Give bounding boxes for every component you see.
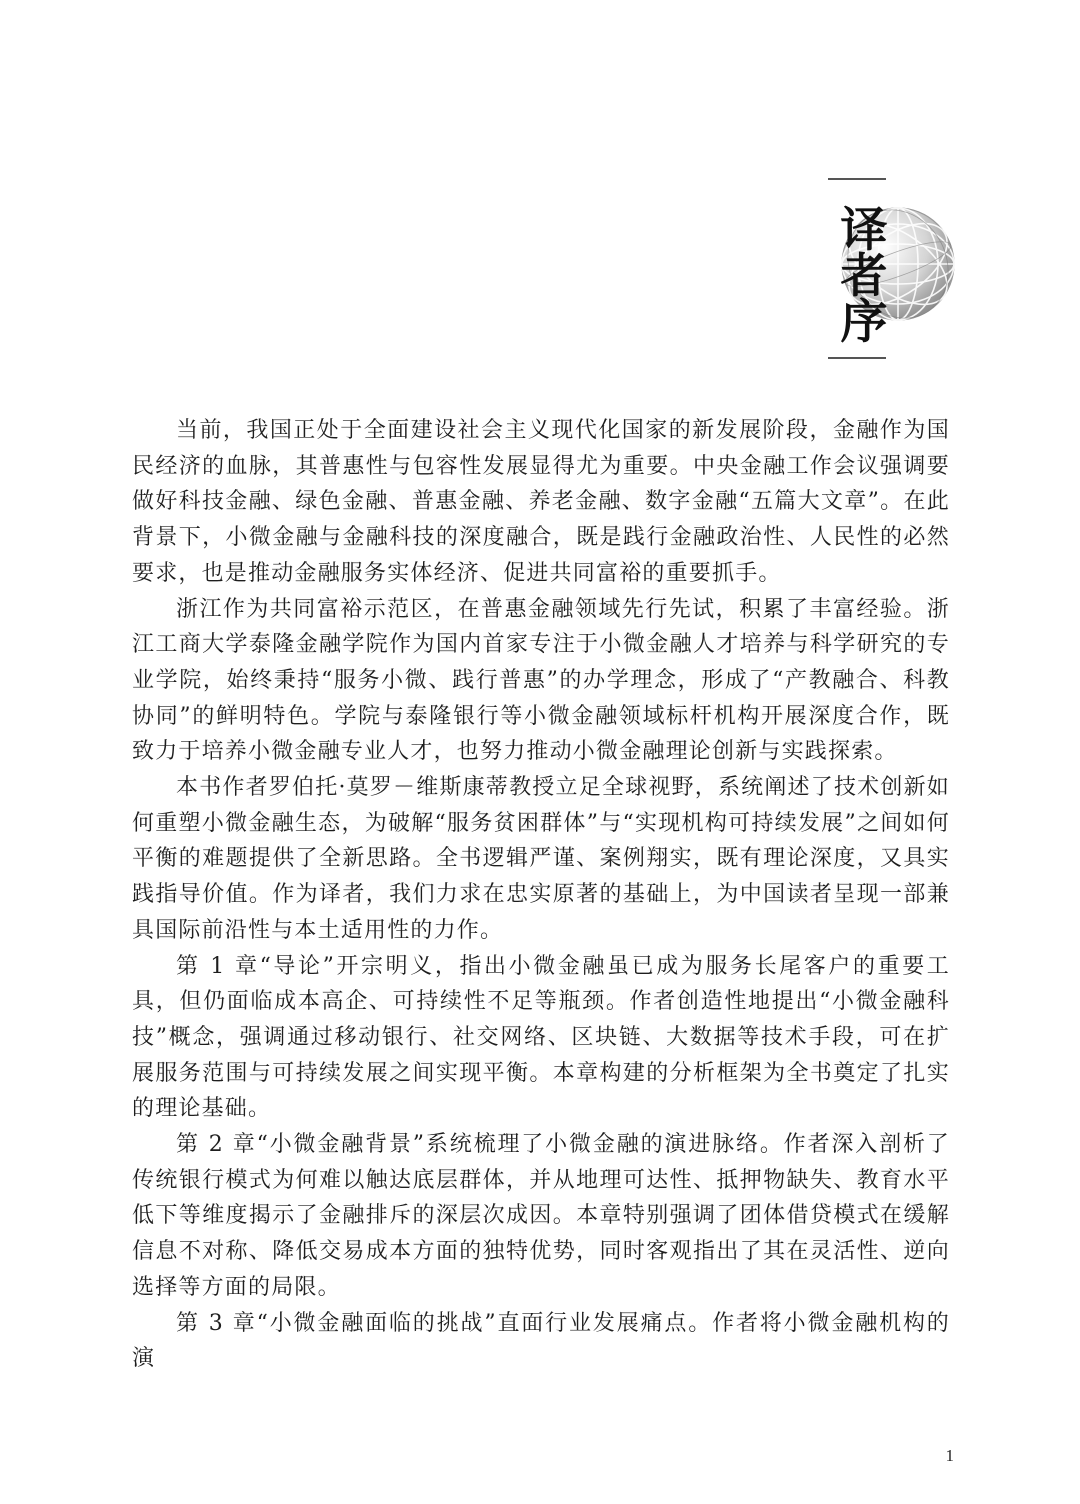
paragraph-3: 本书作者罗伯托·莫罗－维斯康蒂教授立足全球视野，系统阐述了技术创新如何重塑小微金融生态，为破解“服务贫困群体”与“实现机构可持续发展”之间如何平衡的难题提供了全新思路。全书逻辑严谨、案例翔实，既有理论深度，又具实践指导价值。作为译者，我们力求在忠实原著的基础上，为中国读者呈现一部兼具国际前沿性与本土适用性的力作。 xyxy=(132,775,950,943)
heading-bottom-rule xyxy=(828,357,886,359)
paragraph-6: 第 3 章“小微金融面临的挑战”直面行业发展痛点。作者将小微金融机构的演 xyxy=(132,1310,950,1372)
paragraph-4: 第 1 章“导论”开宗明义，指出小微金融虽已成为服务长尾客户的重要工具，但仍面临成本高企、可持续性不足等瓶颈。作者创造性地提出“小微金融科技”概念，强调通过移动银行、社交网络、区块链、大数据等技术手段，可在扩展服务范围与可持续发展之间实现平衡。本章构建的分析框架为全书奠定了扎实的理论基础。 xyxy=(132,953,950,1122)
heading-top-rule xyxy=(828,178,886,180)
page-number: 1 xyxy=(945,1446,954,1465)
paragraph-2: 浙江作为共同富裕示范区，在普惠金融领域先行先试，积累了丰富经验。浙江工商大学泰隆金融学院作为国内首家专注于小微金融人才培养与科学研究的专业学院，始终秉持“服务小微、践行普惠”的办学理念，形成了“产教融合、科教协同”的鲜明特色。学院与泰隆银行等小微金融领域标杆机构开展深度合作，既致力于培养小微金融专业人才，也努力推动小微金融理论创新与实践探索。 xyxy=(132,596,950,765)
chapter-title: 译者序 xyxy=(840,203,888,350)
body-text xyxy=(132,413,950,1377)
chapter-heading-block xyxy=(826,178,956,360)
paragraph-5: 第 2 章“小微金融背景”系统梳理了小微金融的演进脉络。作者深入剖析了传统银行模式为何难以触达底层群体，并从地理可达性、抵押物缺失、教育水平低下等维度揭示了金融排斥的深层次成因。本章特别强调了团体借贷模式在缓解信息不对称、降低交易成本方面的独特优势，同时客观指出了其在灵活性、逆向选择等方面的局限。 xyxy=(132,1132,950,1300)
paragraph-1: 当前，我国正处于全面建设社会主义现代化国家的新发展阶段，金融作为国民经济的血脉，其普惠性与包容性发展显得尤为重要。中央金融工作会议强调要做好科技金融、绿色金融、普惠金融、养老金融、数字金融“五篇大文章”。在此背景下，小微金融与金融科技的深度融合，既是践行金融政治性、人民性的必然要求，也是推动金融服务实体经济、促进共同富裕的重要抓手。 xyxy=(132,418,950,586)
